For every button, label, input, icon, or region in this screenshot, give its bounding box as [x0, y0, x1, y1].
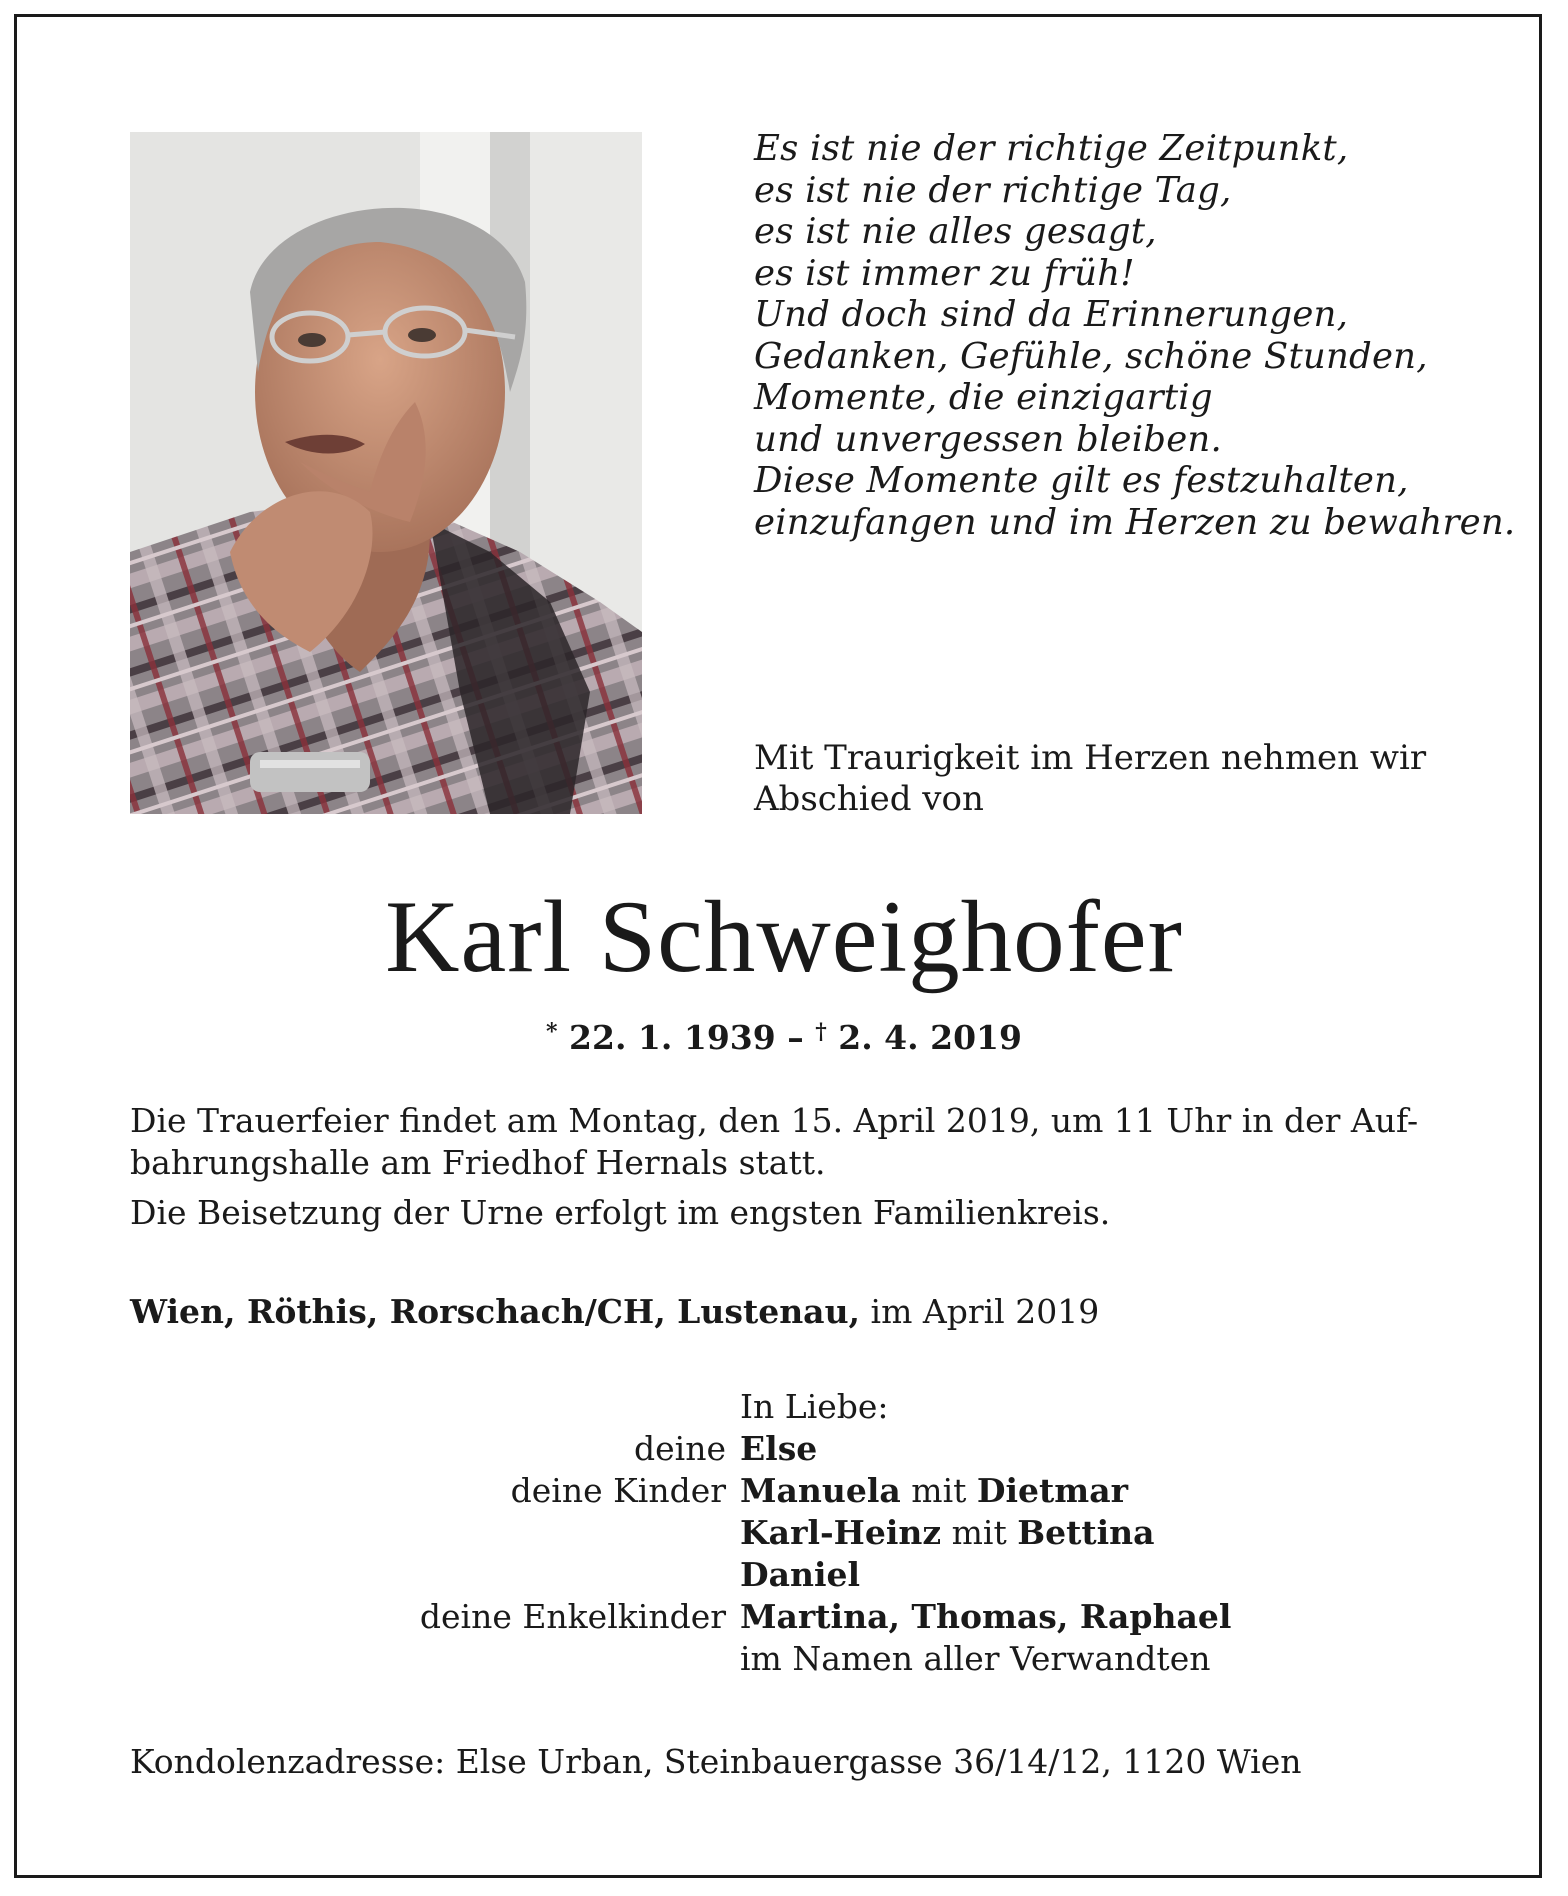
- family-connector: mit: [900, 1471, 977, 1510]
- family-connector: im Namen aller Verwandten: [740, 1639, 1211, 1678]
- poem-line: Diese Momente gilt es festzuhalten,: [754, 460, 1409, 501]
- death-symbol: †: [815, 1019, 827, 1045]
- family-names: [740, 1596, 1231, 1638]
- family-relation: [0, 1638, 740, 1680]
- family-member-name: Dietmar: [976, 1471, 1128, 1510]
- family-connector: mit: [941, 1513, 1018, 1552]
- family-names: [740, 1638, 1210, 1680]
- family-heading-row: [0, 1386, 1568, 1428]
- family-row: [0, 1554, 1568, 1596]
- family-relation: deine Enkelkinder: [419, 1597, 726, 1636]
- family-member-name: Manuela: [740, 1471, 901, 1510]
- death-date: 2. 4. 2019: [838, 1018, 1022, 1057]
- date-dash: –: [787, 1018, 804, 1057]
- family-member-name: Else: [740, 1429, 818, 1468]
- farewell-intro: [754, 738, 1474, 820]
- family-names: [740, 1470, 1128, 1512]
- intro-line: Mit Traurigkeit im Herzen nehmen wir: [754, 738, 1427, 778]
- family-row: [0, 1470, 1568, 1512]
- family-relation: deine Kinder: [510, 1471, 726, 1510]
- family-row: [0, 1428, 1568, 1470]
- poem-line: und unvergessen bleiben.: [754, 418, 1222, 460]
- month-year: im April 2019: [860, 1292, 1100, 1331]
- poem-line: es ist nie alles gesagt,: [754, 211, 1157, 252]
- poem-line: Gedanken, Gefühle, schöne Stunden,: [754, 335, 1428, 377]
- family-signatures: [0, 1386, 1568, 1680]
- family-member-name: Martina, Thomas, Raphael: [740, 1597, 1232, 1636]
- poem-line: Und doch sind da Erinnerungen,: [754, 294, 1349, 335]
- family-relation: [0, 1554, 740, 1596]
- portrait-photo: [130, 132, 642, 814]
- poem-line: es ist immer zu früh!: [754, 252, 1135, 294]
- funeral-line: Die Trauerfeier findet am Montag, den 15. April 2019, um 11 Uhr in der Auf-: [130, 1101, 1419, 1140]
- poem-line: Es ist nie der richtige Zeitpunkt,: [754, 128, 1349, 169]
- place-and-date: [130, 1292, 1099, 1332]
- poem-line: einzufangen und im Herzen zu bewahren.: [754, 501, 1516, 543]
- poem: [754, 128, 1516, 543]
- family-member-name: Karl-Heinz: [740, 1513, 942, 1552]
- funeral-info: [130, 1100, 1450, 1234]
- funeral-line: bahrungshalle am Friedhof Hernals statt.: [130, 1143, 826, 1182]
- family-row: [0, 1512, 1568, 1554]
- family-member-name: Daniel: [740, 1555, 861, 1594]
- birth-date: 22. 1. 1939: [569, 1018, 776, 1057]
- places: Wien, Röthis, Rorschach/CH, Lustenau,: [130, 1292, 861, 1331]
- life-dates: [0, 1012, 1568, 1058]
- deceased-name: Karl Schweighofer: [385, 880, 1183, 994]
- birth-symbol: *: [546, 1019, 558, 1045]
- family-relation: [0, 1512, 740, 1554]
- condolence-address: Kondolenzadresse: Else Urban, Steinbauergasse 36/14/12, 1120 Wien: [130, 1742, 1302, 1781]
- family-names: [740, 1554, 860, 1596]
- family-member-name: Bettina: [1017, 1513, 1155, 1552]
- family-row: [0, 1596, 1568, 1638]
- family-row: [0, 1638, 1568, 1680]
- intro-line: Abschied von: [754, 779, 984, 819]
- poem-line: es ist nie der richtige Tag,: [754, 169, 1232, 211]
- funeral-line: Die Beisetzung der Urne erfolgt im engsten Familienkreis.: [130, 1193, 1111, 1232]
- poem-line: Momente, die einzigartig: [754, 377, 1213, 418]
- family-names: [740, 1512, 1155, 1554]
- family-heading: In Liebe:: [740, 1387, 889, 1426]
- family-relation: deine: [634, 1429, 726, 1468]
- family-names: [740, 1428, 817, 1470]
